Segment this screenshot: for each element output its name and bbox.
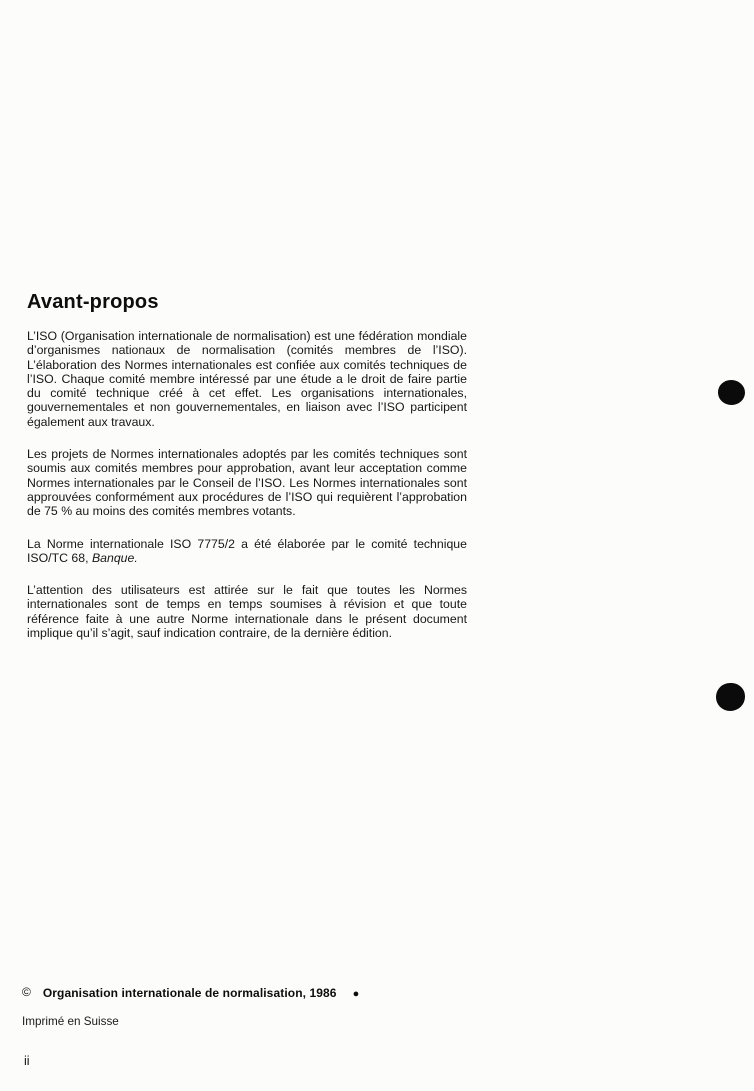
bullet-dot-icon: ● — [352, 987, 360, 1000]
paragraph-revision-notice: L’attention des utilisateurs est attirée sur le fait que toutes les Normes internationales sont de temps en temps soumises à révision et que toute référence faite à une autre Norme internationale dans le présent document implique qu’il s’agit, sauf indication contraire, de la dernière édition. — [27, 583, 467, 641]
paragraph-standard-origin — [27, 537, 467, 566]
printed-in-text: Imprimé en Suisse — [22, 1015, 119, 1028]
committee-name-italic: Banque. — [91, 550, 138, 565]
paragraph-draft-approval: Les projets de Normes internationales adoptés par les comités techniques sont soumis aux comités membres pour approbation, avant leur acceptation comme Normes internationales par le Conseil de l’ISO. Les Normes internationales sont approuvées conformément aux procédures de l’ISO qui requièrent l’approbation de 75 % au moins des comités membres votants. — [27, 447, 467, 519]
paragraph-iso-introduction: L’ISO (Organisation internationale de normalisation) est une fédération mondiale d’organismes nationaux de normalisation (comités membres de l’ISO). L’élaboration des Normes internationales est confiée aux comités techniques de l’ISO. Chaque comité membre intéressé par une étude a le droit de faire partie du comité technique créé à cet effet. Les organisations internationales, gouvernementales et non gouvernementales, en liaison avec l’ISO participent également aux travaux. — [27, 329, 467, 429]
copyright-icon: © — [22, 985, 31, 999]
copyright-line — [22, 985, 359, 1001]
page-number: ii — [24, 1054, 30, 1068]
ink-dot-mark-lower — [716, 683, 745, 711]
page-title: Avant-propos — [27, 291, 159, 313]
body-text-block — [27, 329, 467, 640]
ink-dot-mark-upper — [718, 380, 745, 405]
copyright-text: Organisation internationale de normalisation, 1986 — [42, 986, 337, 1000]
paragraph-standard-origin-text: La Norme internationale ISO 7775/2 a été élaborée par le comité technique ISO/TC 68, — [27, 536, 467, 565]
